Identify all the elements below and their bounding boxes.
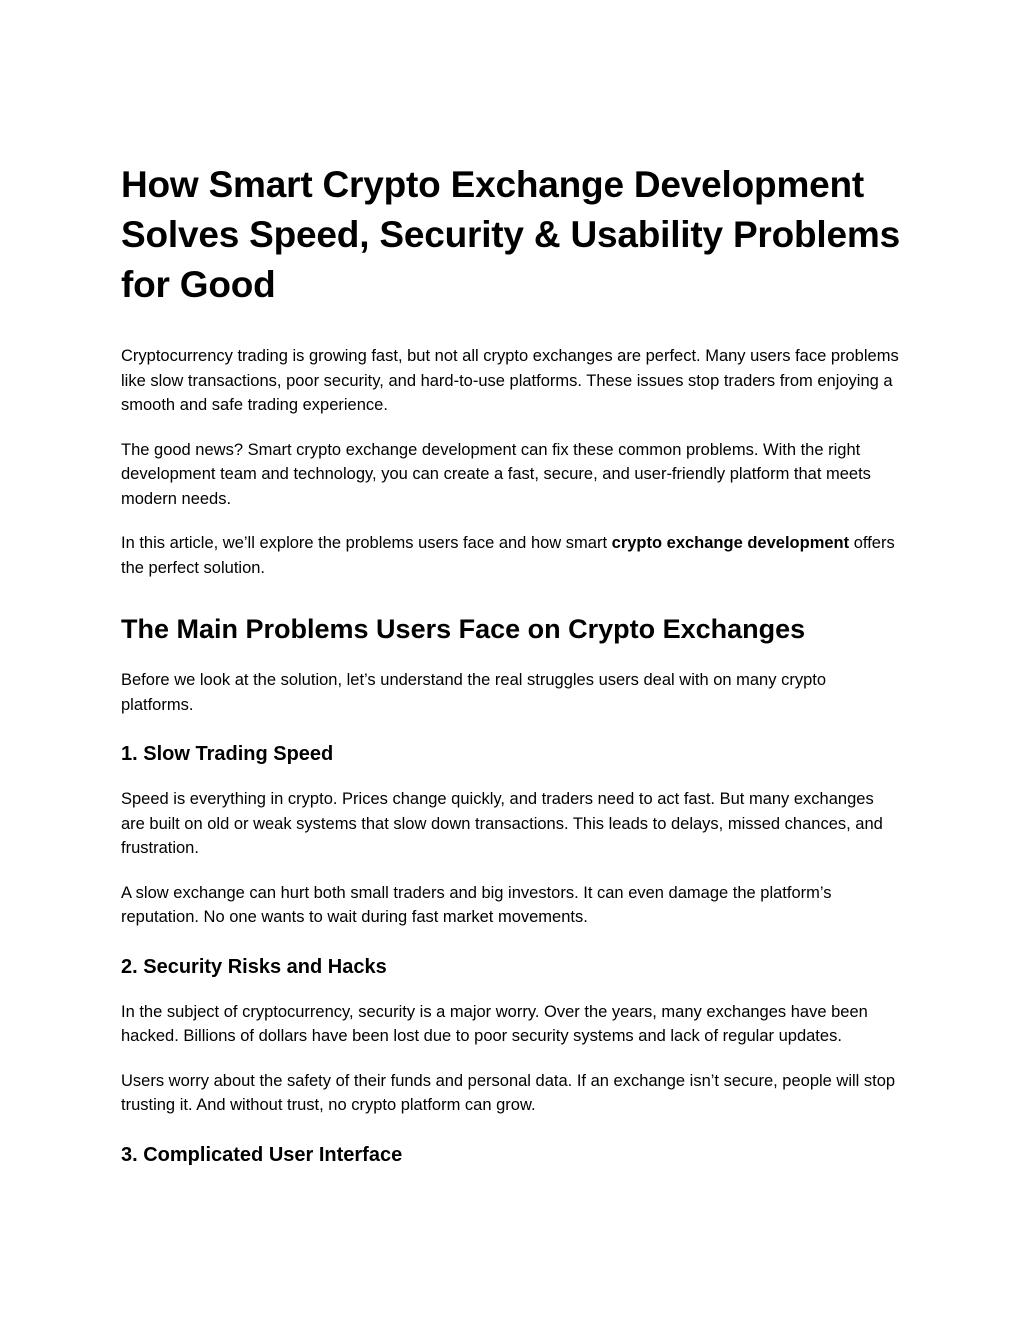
problem-1-paragraph-2: A slow exchange can hurt both small traders and big investors. It can even damage the platform’s reputation. No one wants to wait during fast market movements. bbox=[121, 883, 832, 926]
problem-1-heading: 1. Slow Trading Speed bbox=[121, 743, 334, 765]
problem-2-paragraph-1: In the subject of cryptocurrency, security is a major worry. Over the years, many exchanges have been hacked. Billions of dollars have been lost due to poor security systems and lack of regular updates. bbox=[121, 1002, 868, 1045]
section-heading: The Main Problems Users Face on Crypto Exchanges bbox=[121, 614, 806, 644]
intro-paragraph-3 bbox=[121, 531, 901, 580]
problem-2-paragraph-2: Users worry about the safety of their funds and personal data. If an exchange isn’t secure, people will stop trusting it. And without trust, no crypto platform can grow. bbox=[121, 1071, 896, 1114]
intro-paragraph-1: Cryptocurrency trading is growing fast, but not all crypto exchanges are perfect. Many users face problems like slow transactions, poor security, and hard-to-use platforms. These issues stop traders from enjoying a smooth and safe trading experience. bbox=[121, 347, 899, 414]
article-body bbox=[121, 160, 901, 1168]
intro-paragraph-2: The good news? Smart crypto exchange development can fix these common problems. With the right development team and technology, you can create a fast, secure, and user-friendly platform that meets modern needs. bbox=[121, 440, 871, 508]
intro-paragraph-3-end: offers the perfect solution. bbox=[121, 534, 895, 577]
problem-1-paragraph-1: Speed is everything in crypto. Prices change quickly, and traders need to act fast. But many exchanges are built on old or weak systems that slow down transactions. This leads to delays, missed chances, and frustration. bbox=[121, 790, 883, 857]
section-intro-paragraph: Before we look at the solution, let’s understand the real struggles users deal with on many crypto platforms. bbox=[121, 671, 827, 714]
intro-paragraph-3-start: In this article, we’ll explore the problems users face and how smart bbox=[121, 534, 612, 552]
keyword-link-text: crypto exchange development bbox=[611, 534, 850, 552]
problem-2-heading: 2. Security Risks and Hacks bbox=[121, 955, 387, 978]
problem-3-heading: 3. Complicated User Interface bbox=[121, 1143, 403, 1166]
article-title: How Smart Crypto Exchange Development Solves Speed, Security & Usability Problems for Good bbox=[121, 164, 900, 305]
